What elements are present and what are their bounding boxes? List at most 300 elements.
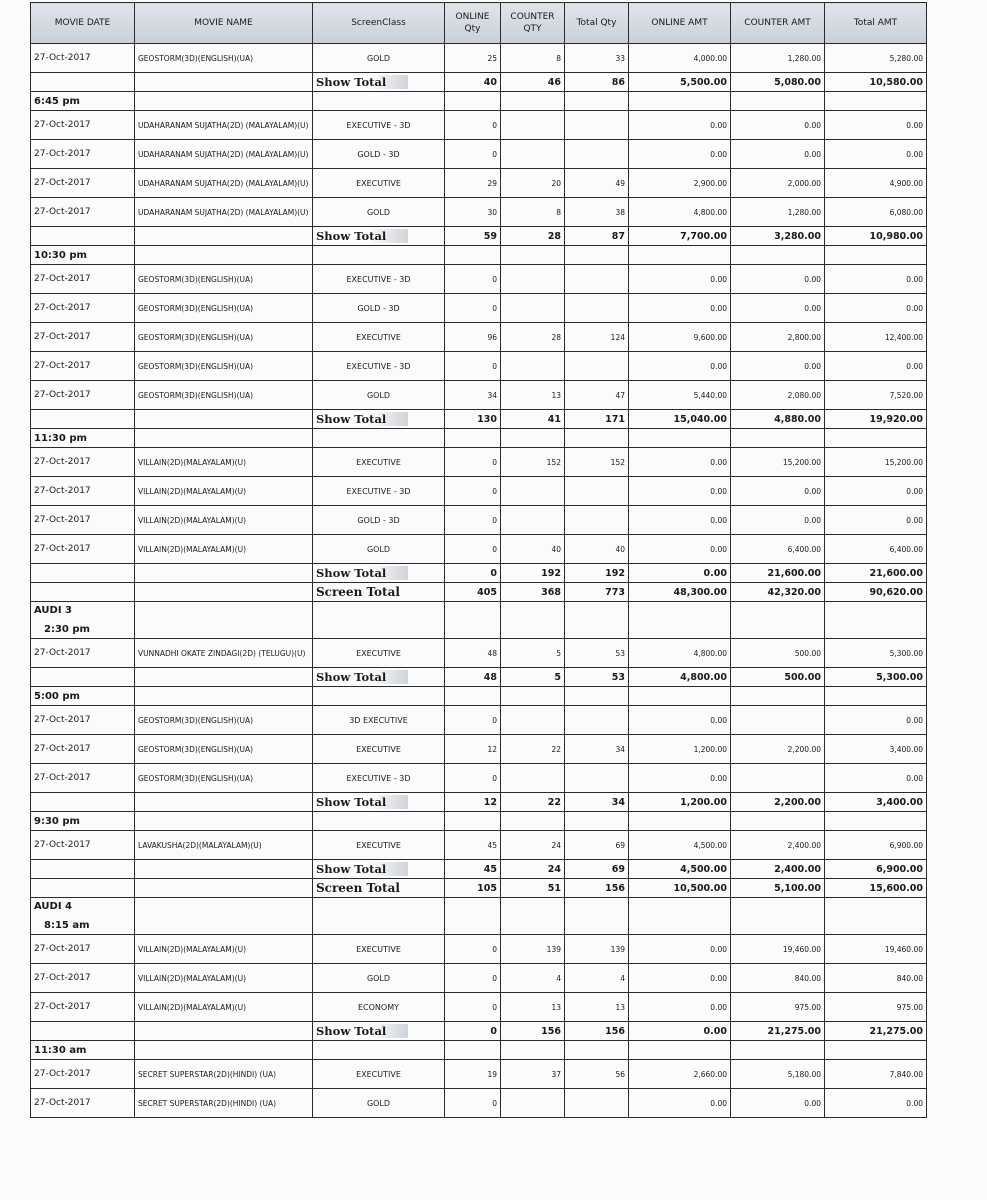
online-qty-total: 0 bbox=[445, 564, 501, 583]
empty-cell bbox=[825, 1041, 927, 1060]
empty-cell bbox=[445, 687, 501, 706]
counter-qty-total: 22 bbox=[501, 793, 565, 812]
counter-amt-total: 2,200.00 bbox=[731, 793, 825, 812]
counter-qty-total: 28 bbox=[501, 227, 565, 246]
show-total-row bbox=[31, 410, 927, 429]
online-qty-total: 40 bbox=[445, 73, 501, 92]
online-qty-cell: 30 bbox=[445, 198, 501, 227]
counter-amt-total: 4,880.00 bbox=[731, 410, 825, 429]
total-qty-cell: 139 bbox=[565, 935, 629, 964]
online-qty-cell: 0 bbox=[445, 140, 501, 169]
showtime-row bbox=[31, 812, 927, 831]
screen-class-cell: EXECUTIVE bbox=[313, 831, 445, 860]
header-online-qty: ONLINE Qty bbox=[445, 3, 501, 44]
total-label-text: Show Total bbox=[316, 75, 408, 89]
movie-date-cell: 27-Oct-2017 bbox=[31, 140, 135, 169]
total-amt-cell: 12,400.00 bbox=[825, 323, 927, 352]
counter-amt-cell: 19,460.00 bbox=[731, 935, 825, 964]
counter-amt-cell: 0.00 bbox=[731, 140, 825, 169]
table-row bbox=[31, 381, 927, 410]
total-qty-cell bbox=[565, 352, 629, 381]
movie-date-cell: 27-Oct-2017 bbox=[31, 1060, 135, 1089]
empty-cell bbox=[313, 602, 445, 639]
movie-date-cell: 27-Oct-2017 bbox=[31, 535, 135, 564]
table-row bbox=[31, 764, 927, 793]
total-qty-total: 773 bbox=[565, 583, 629, 602]
empty-cell bbox=[313, 898, 445, 935]
online-qty-cell: 0 bbox=[445, 764, 501, 793]
empty-cell bbox=[501, 429, 565, 448]
counter-qty-cell bbox=[501, 506, 565, 535]
show-total-label bbox=[313, 73, 445, 92]
online-amt-cell: 0.00 bbox=[629, 764, 731, 793]
counter-amt-cell: 0.00 bbox=[731, 477, 825, 506]
online-qty-cell: 0 bbox=[445, 265, 501, 294]
online-amt-total: 5,500.00 bbox=[629, 73, 731, 92]
movie-date-cell: 27-Oct-2017 bbox=[31, 198, 135, 227]
empty-cell bbox=[135, 668, 313, 687]
counter-qty-cell: 13 bbox=[501, 993, 565, 1022]
showtime-row bbox=[31, 92, 927, 111]
screen-class-cell: EXECUTIVE - 3D bbox=[313, 352, 445, 381]
counter-qty-total: 156 bbox=[501, 1022, 565, 1041]
counter-amt-cell bbox=[731, 706, 825, 735]
total-amt-total: 10,580.00 bbox=[825, 73, 927, 92]
total-qty-total: 87 bbox=[565, 227, 629, 246]
total-qty-cell bbox=[565, 140, 629, 169]
total-amt-cell: 6,080.00 bbox=[825, 198, 927, 227]
total-label-text: Show Total bbox=[316, 670, 408, 684]
online-amt-total: 0.00 bbox=[629, 1022, 731, 1041]
online-qty-total: 12 bbox=[445, 793, 501, 812]
online-amt-cell: 1,200.00 bbox=[629, 735, 731, 764]
empty-cell bbox=[501, 687, 565, 706]
total-amt-total: 90,620.00 bbox=[825, 583, 927, 602]
empty-cell bbox=[565, 246, 629, 265]
total-amt-cell: 6,900.00 bbox=[825, 831, 927, 860]
online-qty-cell: 0 bbox=[445, 706, 501, 735]
movie-date-cell: 27-Oct-2017 bbox=[31, 706, 135, 735]
counter-amt-cell: 500.00 bbox=[731, 639, 825, 668]
total-qty-cell: 33 bbox=[565, 44, 629, 73]
header-movie-name: MOVIE NAME bbox=[135, 3, 313, 44]
counter-amt-cell: 0.00 bbox=[731, 294, 825, 323]
empty-cell bbox=[445, 92, 501, 111]
total-amt-cell: 15,200.00 bbox=[825, 448, 927, 477]
empty-cell bbox=[629, 898, 731, 935]
total-amt-cell: 5,280.00 bbox=[825, 44, 927, 73]
empty-cell bbox=[445, 246, 501, 265]
showtime-label: 2:30 pm bbox=[44, 624, 90, 635]
counter-amt-total: 2,400.00 bbox=[731, 860, 825, 879]
movie-date-cell: 27-Oct-2017 bbox=[31, 477, 135, 506]
total-amt-total: 3,400.00 bbox=[825, 793, 927, 812]
movie-name-cell: VILLAIN(2D)(MALAYALAM)(U) bbox=[135, 477, 313, 506]
empty-cell bbox=[135, 812, 313, 831]
showtime-row bbox=[31, 1041, 927, 1060]
total-label-text: Show Total bbox=[316, 1024, 408, 1038]
auditorium-cell bbox=[31, 602, 135, 639]
table-row bbox=[31, 935, 927, 964]
total-amt-cell: 0.00 bbox=[825, 294, 927, 323]
total-amt-cell: 0.00 bbox=[825, 352, 927, 381]
counter-qty-cell: 5 bbox=[501, 639, 565, 668]
empty-cell bbox=[501, 246, 565, 265]
counter-amt-cell: 0.00 bbox=[731, 265, 825, 294]
total-amt-cell: 0.00 bbox=[825, 140, 927, 169]
total-qty-cell bbox=[565, 111, 629, 140]
total-qty-total: 171 bbox=[565, 410, 629, 429]
total-label-text: Screen Total bbox=[316, 881, 400, 895]
total-amt-total: 21,275.00 bbox=[825, 1022, 927, 1041]
table-row bbox=[31, 352, 927, 381]
screen-class-cell: GOLD - 3D bbox=[313, 506, 445, 535]
table-row bbox=[31, 265, 927, 294]
movie-date-cell: 27-Oct-2017 bbox=[31, 448, 135, 477]
online-amt-total: 4,800.00 bbox=[629, 668, 731, 687]
movie-name-cell: GEOSTORM(3D)(ENGLISH)(UA) bbox=[135, 735, 313, 764]
online-qty-cell: 0 bbox=[445, 1089, 501, 1118]
show-total-row bbox=[31, 793, 927, 812]
empty-cell bbox=[629, 687, 731, 706]
online-amt-cell: 0.00 bbox=[629, 448, 731, 477]
empty-cell bbox=[731, 246, 825, 265]
counter-qty-cell: 8 bbox=[501, 198, 565, 227]
showtime-row bbox=[31, 687, 927, 706]
total-qty-cell bbox=[565, 477, 629, 506]
screen-class-cell: EXECUTIVE bbox=[313, 1060, 445, 1089]
movie-name-cell: UDAHARANAM SUJATHA(2D) (MALAYALAM)(U) bbox=[135, 198, 313, 227]
counter-qty-cell: 22 bbox=[501, 735, 565, 764]
showtime-label: 11:30 am bbox=[31, 1041, 135, 1060]
total-amt-cell: 0.00 bbox=[825, 506, 927, 535]
counter-qty-total: 24 bbox=[501, 860, 565, 879]
total-amt-cell: 0.00 bbox=[825, 111, 927, 140]
online-qty-cell: 25 bbox=[445, 44, 501, 73]
online-amt-cell: 0.00 bbox=[629, 706, 731, 735]
total-amt-total: 6,900.00 bbox=[825, 860, 927, 879]
online-amt-cell: 0.00 bbox=[629, 535, 731, 564]
online-qty-cell: 0 bbox=[445, 506, 501, 535]
counter-amt-total: 5,100.00 bbox=[731, 879, 825, 898]
movie-name-cell: VUNNADHI OKATE ZINDAGI(2D) (TELUGU)(U) bbox=[135, 639, 313, 668]
movie-name-cell: VILLAIN(2D)(MALAYALAM)(U) bbox=[135, 964, 313, 993]
total-label-text: Show Total bbox=[316, 229, 408, 243]
total-amt-cell: 840.00 bbox=[825, 964, 927, 993]
online-qty-total: 48 bbox=[445, 668, 501, 687]
movie-name-cell: SECRET SUPERSTAR(2D)(HINDI) (UA) bbox=[135, 1089, 313, 1118]
counter-qty-cell bbox=[501, 764, 565, 793]
table-row bbox=[31, 993, 927, 1022]
movie-date-cell: 27-Oct-2017 bbox=[31, 506, 135, 535]
screen-total-row bbox=[31, 879, 927, 898]
screen-class-cell: EXECUTIVE bbox=[313, 735, 445, 764]
counter-amt-cell: 2,400.00 bbox=[731, 831, 825, 860]
counter-qty-cell: 24 bbox=[501, 831, 565, 860]
empty-cell bbox=[31, 583, 135, 602]
online-amt-cell: 0.00 bbox=[629, 964, 731, 993]
movie-date-cell: 27-Oct-2017 bbox=[31, 764, 135, 793]
screen-total-label bbox=[313, 879, 445, 898]
screen-class-cell: GOLD - 3D bbox=[313, 294, 445, 323]
screen-class-cell: EXECUTIVE - 3D bbox=[313, 111, 445, 140]
online-amt-total: 10,500.00 bbox=[629, 879, 731, 898]
online-qty-cell: 34 bbox=[445, 381, 501, 410]
empty-cell bbox=[629, 92, 731, 111]
table-row bbox=[31, 506, 927, 535]
table-row bbox=[31, 964, 927, 993]
total-label-text: Show Total bbox=[316, 795, 408, 809]
screen-class-cell: EXECUTIVE bbox=[313, 169, 445, 198]
empty-cell bbox=[565, 429, 629, 448]
counter-qty-cell bbox=[501, 477, 565, 506]
auditorium-row bbox=[31, 898, 927, 935]
empty-cell bbox=[629, 429, 731, 448]
counter-qty-cell: 152 bbox=[501, 448, 565, 477]
showtime-label: 6:45 pm bbox=[31, 92, 135, 111]
screen-class-cell: GOLD bbox=[313, 198, 445, 227]
table-row bbox=[31, 323, 927, 352]
show-total-row bbox=[31, 1022, 927, 1041]
total-amt-cell: 5,300.00 bbox=[825, 639, 927, 668]
show-total-row bbox=[31, 73, 927, 92]
showtime-label: 5:00 pm bbox=[31, 687, 135, 706]
online-qty-cell: 0 bbox=[445, 477, 501, 506]
empty-cell bbox=[445, 1041, 501, 1060]
empty-cell bbox=[31, 879, 135, 898]
online-amt-total: 15,040.00 bbox=[629, 410, 731, 429]
total-qty-cell bbox=[565, 294, 629, 323]
counter-amt-cell: 975.00 bbox=[731, 993, 825, 1022]
online-qty-total: 45 bbox=[445, 860, 501, 879]
header-total-amt: Total AMT bbox=[825, 3, 927, 44]
counter-amt-total: 5,080.00 bbox=[731, 73, 825, 92]
show-total-label bbox=[313, 227, 445, 246]
counter-amt-cell: 15,200.00 bbox=[731, 448, 825, 477]
counter-amt-cell: 0.00 bbox=[731, 111, 825, 140]
online-qty-cell: 0 bbox=[445, 935, 501, 964]
online-amt-cell: 4,000.00 bbox=[629, 44, 731, 73]
movie-name-cell: UDAHARANAM SUJATHA(2D) (MALAYALAM)(U) bbox=[135, 169, 313, 198]
movie-name-cell: GEOSTORM(3D)(ENGLISH)(UA) bbox=[135, 352, 313, 381]
movie-date-cell: 27-Oct-2017 bbox=[31, 265, 135, 294]
total-qty-cell: 56 bbox=[565, 1060, 629, 1089]
table-row bbox=[31, 1060, 927, 1089]
empty-cell bbox=[135, 793, 313, 812]
total-qty-cell: 124 bbox=[565, 323, 629, 352]
total-qty-cell: 53 bbox=[565, 639, 629, 668]
total-qty-cell: 40 bbox=[565, 535, 629, 564]
table-row bbox=[31, 448, 927, 477]
counter-amt-cell: 840.00 bbox=[731, 964, 825, 993]
counter-qty-total: 46 bbox=[501, 73, 565, 92]
counter-amt-total: 500.00 bbox=[731, 668, 825, 687]
total-label-text: Show Total bbox=[316, 566, 408, 580]
movie-date-cell: 27-Oct-2017 bbox=[31, 831, 135, 860]
online-amt-cell: 2,660.00 bbox=[629, 1060, 731, 1089]
show-total-label bbox=[313, 1022, 445, 1041]
total-qty-cell: 38 bbox=[565, 198, 629, 227]
counter-qty-cell: 8 bbox=[501, 44, 565, 73]
screen-total-label bbox=[313, 583, 445, 602]
empty-cell bbox=[565, 602, 629, 639]
total-amt-total: 21,600.00 bbox=[825, 564, 927, 583]
screen-class-cell: GOLD bbox=[313, 1089, 445, 1118]
auditorium-row bbox=[31, 602, 927, 639]
movie-name-cell: GEOSTORM(3D)(ENGLISH)(UA) bbox=[135, 323, 313, 352]
counter-amt-cell: 2,080.00 bbox=[731, 381, 825, 410]
showtime-label: 8:15 am bbox=[44, 920, 90, 931]
online-qty-cell: 0 bbox=[445, 352, 501, 381]
total-amt-total: 5,300.00 bbox=[825, 668, 927, 687]
counter-qty-cell: 13 bbox=[501, 381, 565, 410]
empty-cell bbox=[135, 227, 313, 246]
online-amt-cell: 5,440.00 bbox=[629, 381, 731, 410]
header-online-amt: ONLINE AMT bbox=[629, 3, 731, 44]
movie-name-cell: VILLAIN(2D)(MALAYALAM)(U) bbox=[135, 535, 313, 564]
movie-name-cell: UDAHARANAM SUJATHA(2D) (MALAYALAM)(U) bbox=[135, 111, 313, 140]
movie-date-cell: 27-Oct-2017 bbox=[31, 639, 135, 668]
online-amt-cell: 0.00 bbox=[629, 477, 731, 506]
screen-class-cell: EXECUTIVE - 3D bbox=[313, 477, 445, 506]
box-office-report-table bbox=[30, 2, 927, 1118]
movie-name-cell: LAVAKUSHA(2D)(MALAYALAM)(U) bbox=[135, 831, 313, 860]
total-amt-cell: 0.00 bbox=[825, 764, 927, 793]
empty-cell bbox=[731, 812, 825, 831]
total-qty-cell: 49 bbox=[565, 169, 629, 198]
movie-name-cell: GEOSTORM(3D)(ENGLISH)(UA) bbox=[135, 381, 313, 410]
counter-amt-total: 42,320.00 bbox=[731, 583, 825, 602]
empty-cell bbox=[31, 793, 135, 812]
empty-cell bbox=[135, 879, 313, 898]
total-qty-cell: 13 bbox=[565, 993, 629, 1022]
total-amt-cell: 975.00 bbox=[825, 993, 927, 1022]
table-row bbox=[31, 111, 927, 140]
table-row bbox=[31, 735, 927, 764]
total-amt-cell: 6,400.00 bbox=[825, 535, 927, 564]
empty-cell bbox=[825, 898, 927, 935]
counter-amt-cell: 0.00 bbox=[731, 352, 825, 381]
empty-cell bbox=[501, 1041, 565, 1060]
counter-amt-cell: 0.00 bbox=[731, 1089, 825, 1118]
total-amt-total: 19,920.00 bbox=[825, 410, 927, 429]
online-qty-cell: 45 bbox=[445, 831, 501, 860]
counter-amt-cell bbox=[731, 764, 825, 793]
movie-date-cell: 27-Oct-2017 bbox=[31, 323, 135, 352]
counter-qty-cell: 20 bbox=[501, 169, 565, 198]
online-qty-cell: 0 bbox=[445, 111, 501, 140]
total-amt-total: 10,980.00 bbox=[825, 227, 927, 246]
empty-cell bbox=[731, 429, 825, 448]
online-amt-cell: 0.00 bbox=[629, 294, 731, 323]
total-qty-total: 53 bbox=[565, 668, 629, 687]
total-qty-cell bbox=[565, 506, 629, 535]
screen-class-cell: GOLD bbox=[313, 381, 445, 410]
counter-amt-total: 21,600.00 bbox=[731, 564, 825, 583]
total-qty-total: 192 bbox=[565, 564, 629, 583]
empty-cell bbox=[313, 92, 445, 111]
screen-class-cell: GOLD bbox=[313, 535, 445, 564]
empty-cell bbox=[565, 687, 629, 706]
table-row bbox=[31, 169, 927, 198]
online-qty-total: 59 bbox=[445, 227, 501, 246]
empty-cell bbox=[825, 812, 927, 831]
screen-class-cell: GOLD bbox=[313, 964, 445, 993]
showtime-label: 10:30 pm bbox=[31, 246, 135, 265]
empty-cell bbox=[313, 1041, 445, 1060]
total-qty-total: 156 bbox=[565, 879, 629, 898]
empty-cell bbox=[731, 1041, 825, 1060]
counter-amt-total: 3,280.00 bbox=[731, 227, 825, 246]
auditorium-label: AUDI 3 bbox=[34, 605, 73, 616]
empty-cell bbox=[501, 812, 565, 831]
movie-name-cell: VILLAIN(2D)(MALAYALAM)(U) bbox=[135, 506, 313, 535]
total-label-text: Show Total bbox=[316, 412, 408, 426]
movie-date-cell: 27-Oct-2017 bbox=[31, 294, 135, 323]
online-qty-cell: 0 bbox=[445, 964, 501, 993]
empty-cell bbox=[445, 812, 501, 831]
counter-qty-total: 5 bbox=[501, 668, 565, 687]
report-body bbox=[31, 44, 927, 1118]
showtime-label: 11:30 pm bbox=[31, 429, 135, 448]
empty-cell bbox=[31, 860, 135, 879]
online-amt-cell: 2,900.00 bbox=[629, 169, 731, 198]
empty-cell bbox=[731, 602, 825, 639]
show-total-label bbox=[313, 793, 445, 812]
empty-cell bbox=[135, 564, 313, 583]
counter-qty-cell bbox=[501, 111, 565, 140]
table-row bbox=[31, 198, 927, 227]
total-qty-cell: 69 bbox=[565, 831, 629, 860]
movie-name-cell: GEOSTORM(3D)(ENGLISH)(UA) bbox=[135, 764, 313, 793]
empty-cell bbox=[135, 73, 313, 92]
empty-cell bbox=[501, 602, 565, 639]
online-amt-cell: 0.00 bbox=[629, 506, 731, 535]
empty-cell bbox=[445, 602, 501, 639]
online-qty-cell: 96 bbox=[445, 323, 501, 352]
empty-cell bbox=[135, 583, 313, 602]
online-qty-total: 105 bbox=[445, 879, 501, 898]
online-amt-cell: 0.00 bbox=[629, 352, 731, 381]
empty-cell bbox=[135, 1022, 313, 1041]
counter-amt-cell: 1,280.00 bbox=[731, 198, 825, 227]
movie-name-cell: GEOSTORM(3D)(ENGLISH)(UA) bbox=[135, 294, 313, 323]
screen-class-cell: EXECUTIVE bbox=[313, 448, 445, 477]
counter-amt-cell: 0.00 bbox=[731, 506, 825, 535]
header-movie-date: MOVIE DATE bbox=[31, 3, 135, 44]
counter-qty-cell: 37 bbox=[501, 1060, 565, 1089]
screen-class-cell: ECONOMY bbox=[313, 993, 445, 1022]
empty-cell bbox=[501, 898, 565, 935]
empty-cell bbox=[31, 227, 135, 246]
showtime-row bbox=[31, 429, 927, 448]
online-amt-cell: 4,500.00 bbox=[629, 831, 731, 860]
empty-cell bbox=[565, 812, 629, 831]
empty-cell bbox=[313, 812, 445, 831]
table-row bbox=[31, 294, 927, 323]
movie-name-cell: VILLAIN(2D)(MALAYALAM)(U) bbox=[135, 935, 313, 964]
empty-cell bbox=[135, 1041, 313, 1060]
online-amt-cell: 0.00 bbox=[629, 265, 731, 294]
empty-cell bbox=[565, 898, 629, 935]
empty-cell bbox=[135, 898, 313, 935]
table-row bbox=[31, 1089, 927, 1118]
online-qty-cell: 0 bbox=[445, 535, 501, 564]
show-total-row bbox=[31, 564, 927, 583]
screen-class-cell: EXECUTIVE - 3D bbox=[313, 265, 445, 294]
empty-cell bbox=[731, 92, 825, 111]
total-amt-cell: 3,400.00 bbox=[825, 735, 927, 764]
